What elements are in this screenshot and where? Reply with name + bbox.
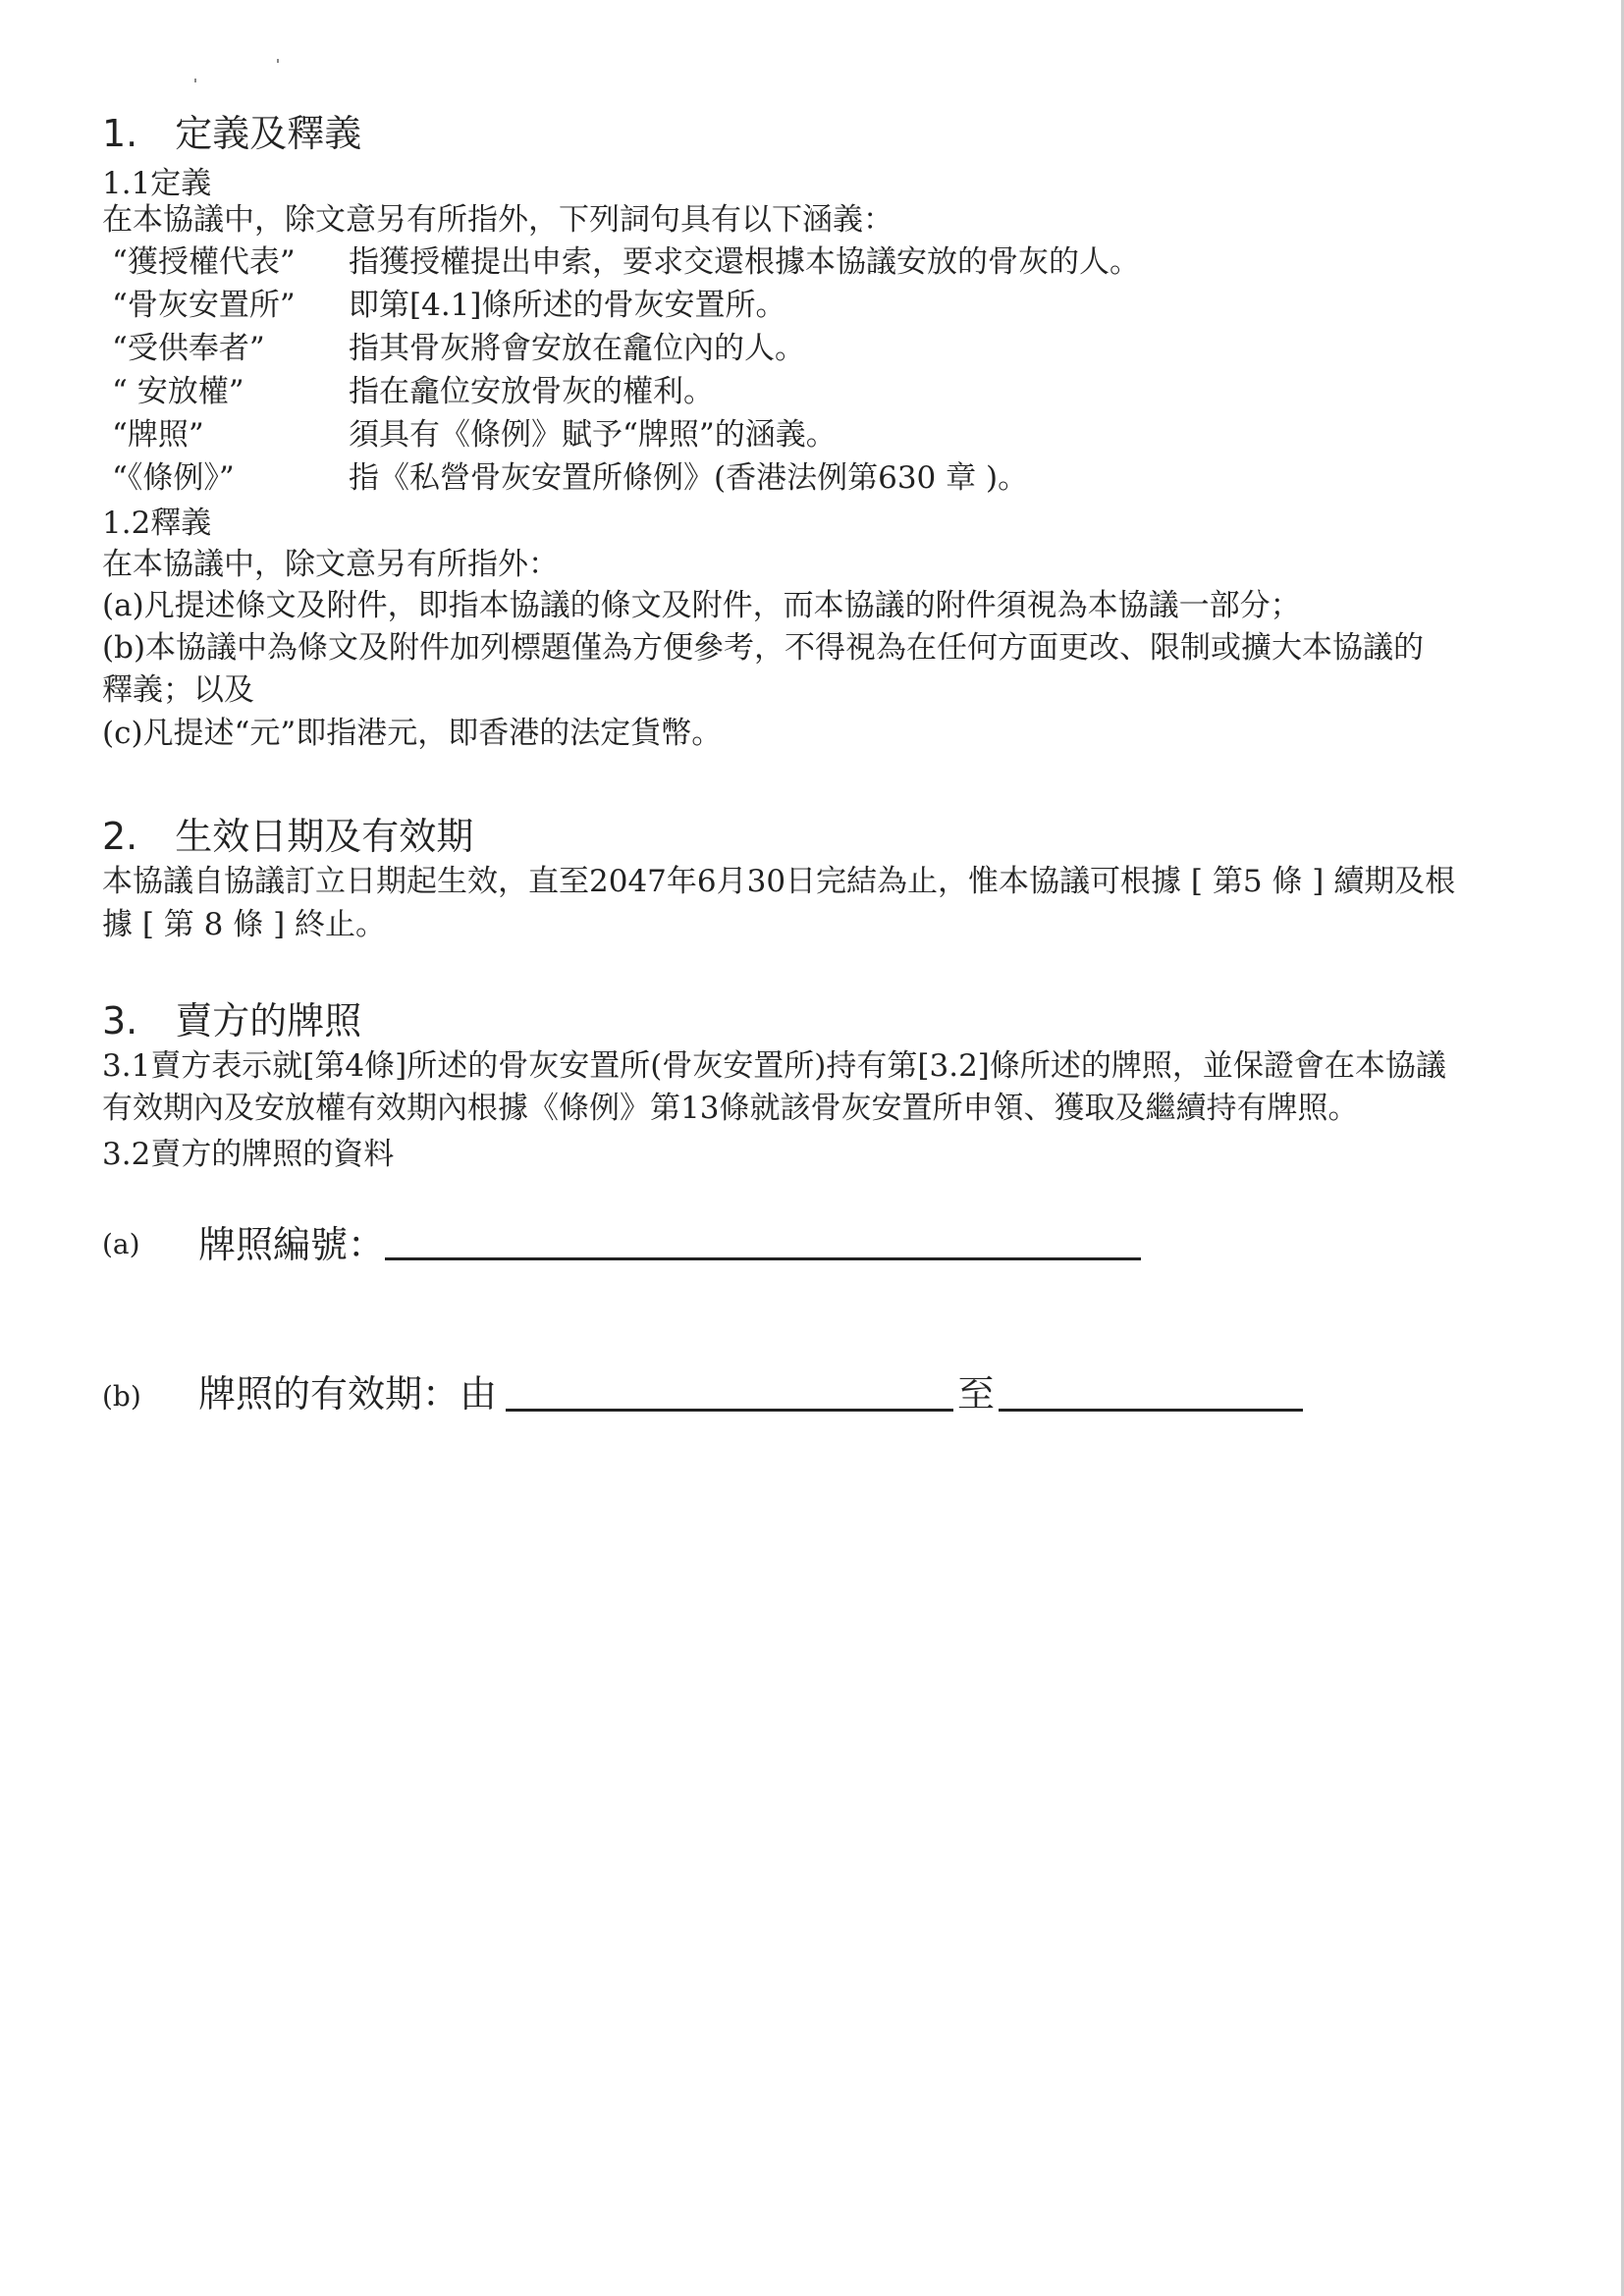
section-2-line1: 本協議自協議訂立日期起生效，直至2047年6月30日完結為止，惟本協議可根據 [ 第5 條 ] 續期及根 xyxy=(102,864,1456,899)
licence-validity-to-label: 至 xyxy=(957,1372,996,1415)
clause-c: (c)凡提述“元”即指港元，即香港的法定貨幣。 xyxy=(102,716,723,751)
subsection-1-2-title: 1.2釋義 xyxy=(102,506,212,541)
definitions-intro: 在本協議中，除文意另有所指外，下列詞句具有以下涵義： xyxy=(102,202,893,238)
section-3-heading: 3. 賣方的牌照 xyxy=(102,999,362,1042)
section-2-heading: 2. 生效日期及有效期 xyxy=(102,815,474,858)
clause-b-line2: 釋義；以及 xyxy=(102,672,254,708)
definition-meaning: 須具有《條例》賦予“牌照”的涵義。 xyxy=(349,417,837,453)
definition-term: “獲授權代表” xyxy=(112,244,296,280)
item-b-label: (b) xyxy=(102,1380,141,1413)
definition-term: “骨灰安置所” xyxy=(112,288,296,323)
clause-b-line1: (b)本協議中為條文及附件加列標題僅為方便參考，不得視為在任何方面更改、限制或擴大本協議的 xyxy=(102,630,1425,666)
definition-meaning: 即第[4.1]條所述的骨灰安置所。 xyxy=(349,288,786,323)
definition-meaning: 指《私營骨灰安置所條例》(香港法例第630 章 )。 xyxy=(349,460,1029,496)
definition-term: “《條例》” xyxy=(112,460,235,496)
section-3-line2: 有效期內及安放權有效期內根據《條例》第13條就該骨灰安置所申領、獲取及繼續持有牌照。 xyxy=(102,1091,1359,1126)
interpretation-intro: 在本協議中，除文意另有所指外： xyxy=(102,547,559,582)
section-3-line1: 3.1賣方表示就[第4條]所述的骨灰安置所(骨灰安置所)持有第[3.2]條所述的牌照，並保證會在本協議 xyxy=(102,1048,1446,1084)
clause-a: (a)凡提述條文及附件，即指本協議的條文及附件，而本協議的附件須視為本協議一部分； xyxy=(102,588,1301,623)
licence-valid-to-field[interactable] xyxy=(999,1409,1303,1412)
licence-validity-label: 牌照的有效期：由 xyxy=(198,1372,498,1415)
subsection-1-1-title: 1.1定義 xyxy=(102,166,212,201)
section-2-line2: 據 [ 第 8 條 ] 終止。 xyxy=(102,907,387,942)
licence-number-label: 牌照編號： xyxy=(198,1223,386,1266)
definition-meaning: 指其骨灰將會安放在龕位內的人。 xyxy=(349,331,805,366)
definition-meaning: 指在龕位安放骨灰的權利。 xyxy=(349,374,714,409)
scan-speck xyxy=(194,79,196,82)
licence-valid-from-field[interactable] xyxy=(506,1409,953,1412)
section-1-heading: 1. 定義及釋義 xyxy=(102,112,362,155)
definition-term: “受供奉者” xyxy=(112,331,265,366)
item-a-label: (a) xyxy=(102,1228,140,1260)
licence-number-field[interactable] xyxy=(385,1257,1141,1260)
definition-term: “牌照” xyxy=(112,417,204,453)
subsection-3-2-title: 3.2賣方的牌照的資料 xyxy=(102,1137,395,1172)
definition-term: “ 安放權” xyxy=(112,374,244,409)
scan-speck xyxy=(277,59,279,63)
definition-meaning: 指獲授權提出申索，要求交還根據本協議安放的骨灰的人。 xyxy=(349,244,1140,280)
